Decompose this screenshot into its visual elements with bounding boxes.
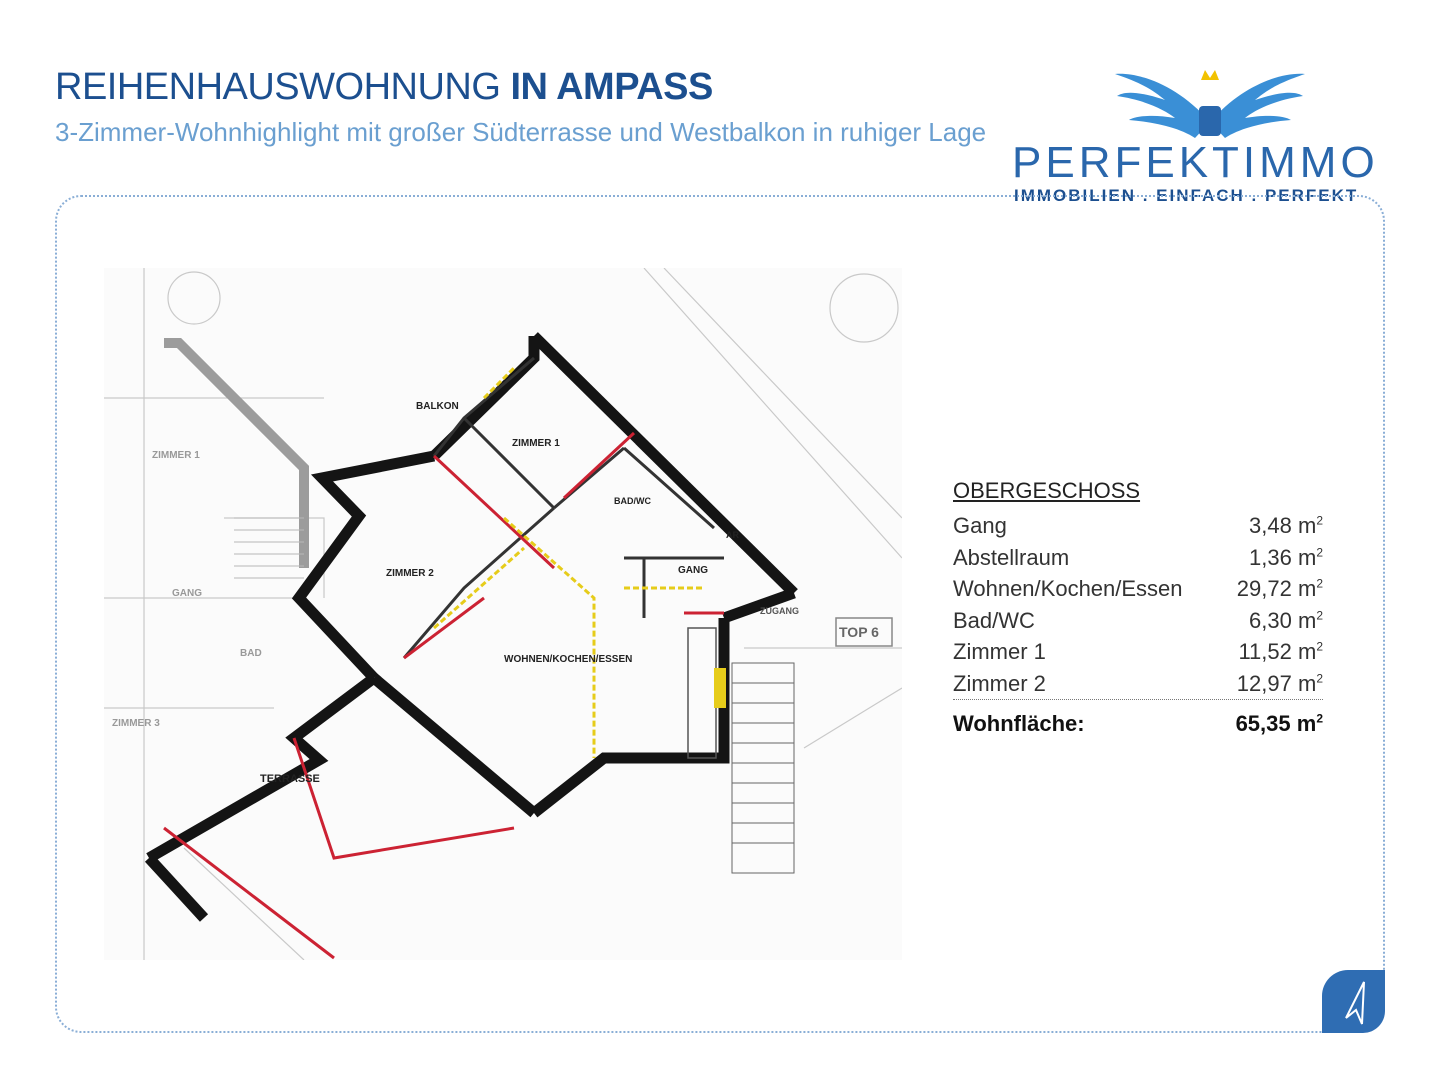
page-title [55, 66, 713, 109]
title-regular: REIHENHAUSWOHNUNG [55, 66, 501, 108]
area-row [953, 605, 1323, 637]
label-neighbour-zimmer3: ZIMMER 3 [112, 718, 160, 729]
area-table [953, 478, 1323, 740]
page-subtitle: 3-Zimmer-Wohnhighlight mit großer Südterrasse und Westbalkon in ruhiger Lage [55, 117, 987, 147]
area-row-value: 29,72 $m^2$ [1236, 576, 1323, 601]
area-row-value: 1,36 $m^2$ [1249, 544, 1323, 570]
logo-name: PERFEKTIMMO [1012, 138, 1379, 187]
title-bold: IN AMPASS [510, 66, 713, 108]
label-bad: BAD/WC [614, 496, 651, 506]
area-row-name: Gang [953, 513, 1007, 538]
label-top6: TOP 6 [839, 624, 879, 640]
area-row-value: 11,52 $m^2$ [1238, 639, 1323, 664]
area-row-value: 12,97 $m^2$ [1236, 670, 1323, 696]
area-row [953, 542, 1323, 574]
area-rows [953, 510, 1323, 700]
label-balkon: BALKON [416, 401, 459, 412]
label-zimmer1: ZIMMER 1 [512, 438, 560, 449]
area-total-label: Wohnfläche: [953, 711, 1085, 736]
label-ar: AR [726, 530, 739, 540]
area-row [953, 668, 1323, 701]
area-row-name: Zimmer 1 [953, 639, 1046, 664]
area-row-name: Bad/WC [953, 607, 1035, 633]
area-row [953, 510, 1323, 542]
label-zugang: ZUGANG [760, 606, 799, 616]
label-neighbour-bad: BAD [240, 648, 262, 659]
area-row-value: 3,48 $m^2$ [1249, 513, 1323, 538]
label-neighbour-gang: GANG [172, 588, 202, 599]
area-total-row [953, 708, 1323, 740]
label-neighbour-zimmer1: ZIMMER 1 [152, 450, 200, 461]
area-row-name: Wohnen/Kochen/Essen [953, 576, 1183, 601]
area-total-value: 65,35 $m^2$ [1235, 711, 1323, 736]
compass-arrow-icon [1322, 970, 1385, 1033]
logo-tagline: IMMOBILIEN . EINFACH . PERFEKT [1014, 186, 1359, 205]
label-gang: GANG [678, 565, 708, 576]
area-row-name: Abstellraum [953, 544, 1070, 570]
area-row [953, 636, 1323, 668]
area-row-value: 6,30 $m^2$ [1249, 607, 1323, 633]
label-wohnen: WOHNEN/KOCHEN/ESSEN [504, 654, 633, 665]
area-heading: OBERGESCHOSS [953, 478, 1141, 503]
floor-plan [104, 268, 902, 960]
area-row [953, 573, 1323, 605]
corner-badge [1322, 970, 1385, 1033]
label-zimmer2: ZIMMER 2 [386, 568, 434, 579]
label-terrasse: TERRASSE [260, 773, 320, 785]
area-row-name: Zimmer 2 [953, 670, 1046, 696]
